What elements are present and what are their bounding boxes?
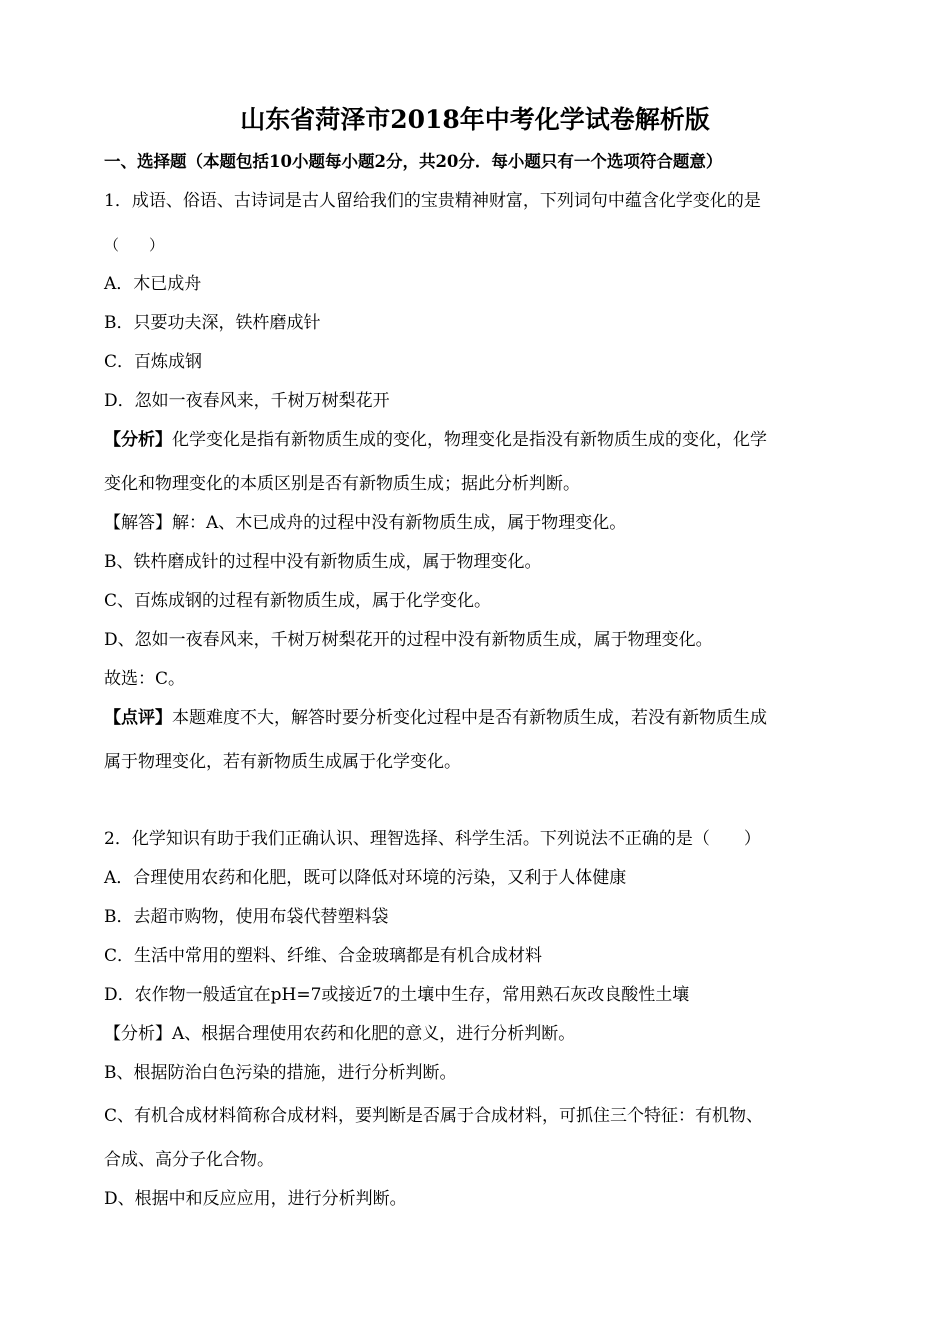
q1-answer-c: C、百炼成钢的过程有新物质生成，属于化学变化。 <box>104 591 492 611</box>
q1-option-a: A．木已成舟 <box>104 274 202 294</box>
q2-option-d: D．农作物一般适宜在pH=7或接近7的土壤中生存，常用熟石灰改良酸性土壤 <box>104 985 690 1005</box>
q1-comment <box>104 706 767 730</box>
comment-tag: 【点评】 <box>104 708 172 728</box>
q2-stem: 2．化学知识有助于我们正确认识、理智选择、科学生活。下列说法不正确的是（ ） <box>104 829 761 849</box>
q1-stem-paren: （ ） <box>104 236 165 254</box>
q1-answer-b: B、铁杵磨成针的过程中没有新物质生成，属于物理变化。 <box>104 552 542 572</box>
analysis-text: 化学变化是指有新物质生成的变化，物理变化是指没有新物质生成的变化，化学 <box>172 430 767 450</box>
q1-option-c: C．百炼成钢 <box>104 352 203 372</box>
q1-option-b: B．只要功夫深，铁杵磨成针 <box>104 313 321 333</box>
q1-answer: 【解答】解：A、木已成舟的过程中没有新物质生成，属于物理变化。 <box>104 513 627 533</box>
document-title: 山东省菏泽市2018年中考化学试卷解析版 <box>240 105 710 134</box>
q2-analysis-c: C、有机合成材料简称合成材料，要判断是否属于合成材料，可抓住三个特征：有机物、 <box>104 1106 764 1126</box>
q1-option-d: D．忽如一夜春风来，千树万树梨花开 <box>104 391 390 411</box>
section-heading: 一、选择题（本题包括10小题每小题2分，共20分．每小题只有一个选项符合题意） <box>104 152 723 171</box>
q1-answer-choice: 故选：C。 <box>104 669 186 689</box>
q2-option-c: C．生活中常用的塑料、纤维、合金玻璃都是有机合成材料 <box>104 946 543 966</box>
q2-analysis-d: D、根据中和反应应用，进行分析判断。 <box>104 1189 407 1209</box>
q2-option-b: B．去超市购物，使用布袋代替塑料袋 <box>104 907 389 927</box>
q1-stem: 1．成语、俗语、古诗词是古人留给我们的宝贵精神财富，下列词句中蕴含化学变化的是 <box>104 191 761 211</box>
analysis-tag: 【分析】 <box>104 430 172 450</box>
q2-option-a: A．合理使用农药和化肥，既可以降低对环境的污染，又利于人体健康 <box>104 868 627 888</box>
q1-comment-cont: 属于物理变化，若有新物质生成属于化学变化。 <box>104 752 461 772</box>
q2-analysis-c-cont: 合成、高分子化合物。 <box>104 1150 274 1170</box>
q1-analysis <box>104 428 767 452</box>
comment-text: 本题难度不大，解答时要分析变化过程中是否有新物质生成，若没有新物质生成 <box>172 708 767 728</box>
q2-analysis: 【分析】A、根据合理使用农药和化肥的意义，进行分析判断。 <box>104 1024 576 1044</box>
q2-analysis-b: B、根据防治白色污染的措施，进行分析判断。 <box>104 1063 457 1083</box>
q1-analysis-cont: 变化和物理变化的本质区别是否有新物质生成；据此分析判断。 <box>104 474 580 494</box>
q1-answer-d: D、忽如一夜春风来，千树万树梨花开的过程中没有新物质生成，属于物理变化。 <box>104 630 713 650</box>
